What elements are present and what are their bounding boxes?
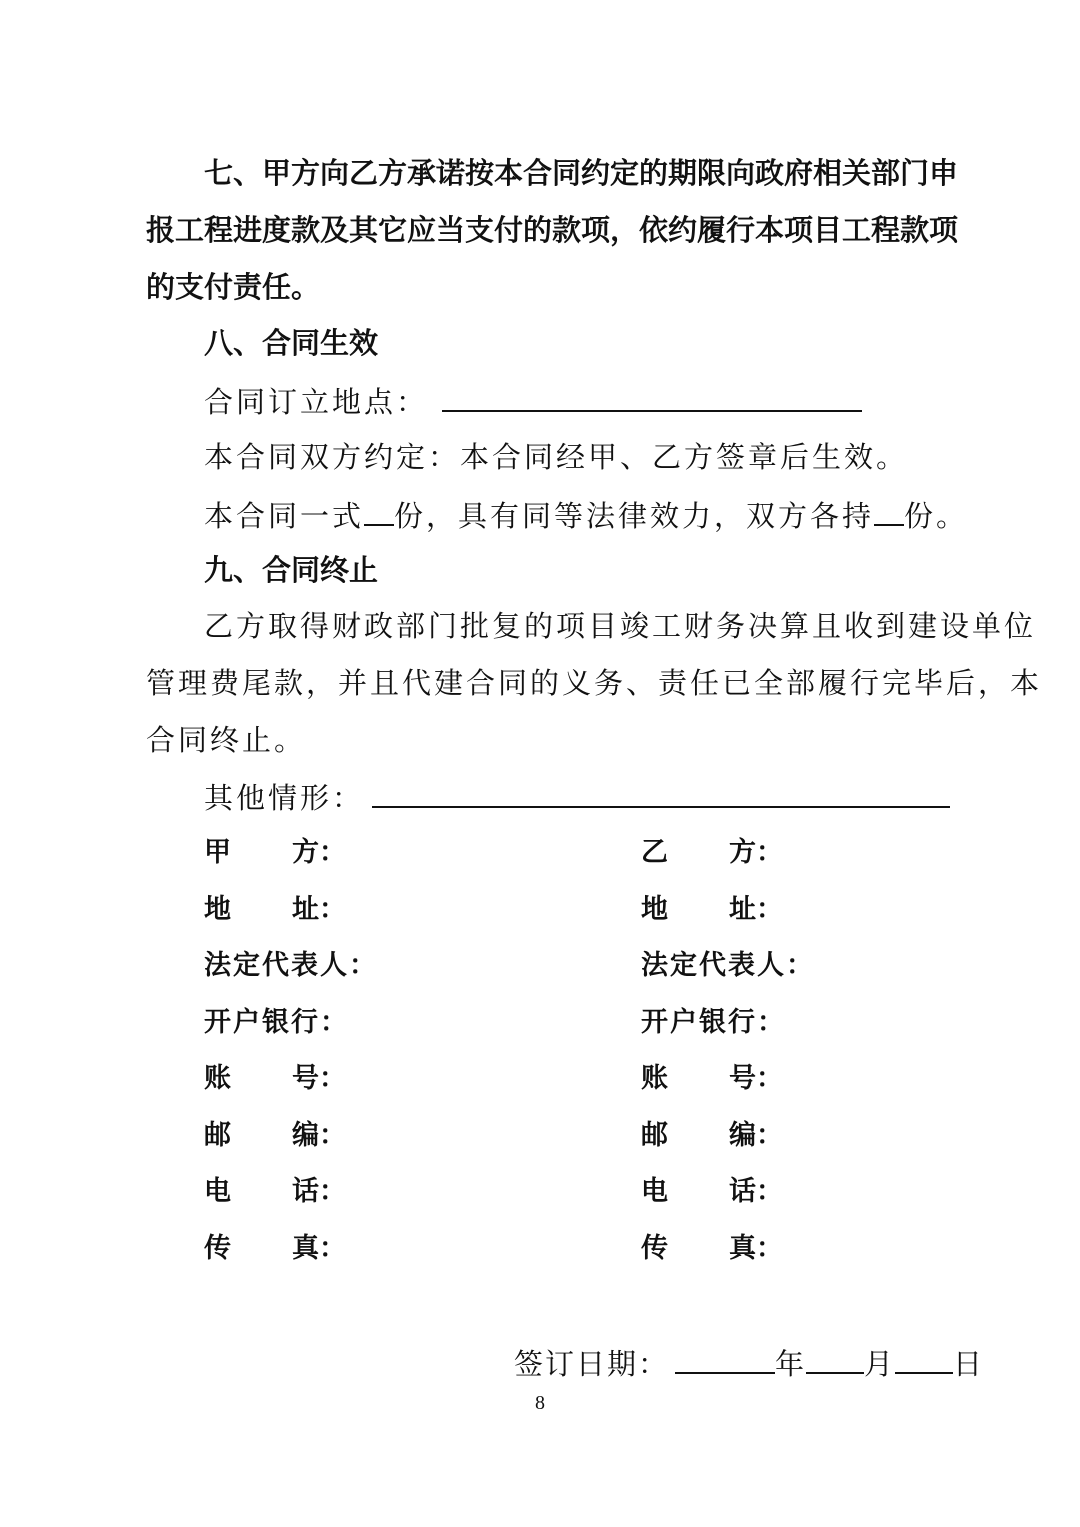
party-a-bank: 开户银行：	[204, 1007, 349, 1038]
section9-heading: 九、合同终止	[204, 553, 379, 587]
party-b-address: 地 址：	[641, 894, 783, 925]
copies-text-c: 份。	[904, 499, 969, 533]
contract-copies-row	[204, 494, 968, 536]
party-b-legal-rep: 法定代表人：	[641, 950, 815, 981]
signing-year-label: 年	[775, 1347, 807, 1381]
other-circumstances-blank[interactable]	[372, 776, 950, 808]
signing-date-label: 签订日期：	[514, 1347, 670, 1381]
section7-line2: 报工程进度款及其它应当支付的款项，依约履行本项目工程款项	[146, 213, 959, 247]
signing-day-label: 日	[953, 1347, 985, 1381]
other-circumstances-row	[204, 776, 950, 818]
party-b-bank: 开户银行：	[641, 1007, 786, 1038]
section9-line2: 管理费尾款，并且代建合同的义务、责任已全部履行完毕后，本	[146, 666, 1043, 700]
signing-day-blank[interactable]	[895, 1342, 953, 1374]
copies-total-blank[interactable]	[364, 494, 394, 526]
signing-month-blank[interactable]	[806, 1342, 864, 1374]
copies-each-blank[interactable]	[874, 494, 904, 526]
party-a-phone: 电 话：	[204, 1176, 346, 1207]
contract-place-label: 合同订立地点：	[204, 385, 429, 419]
other-circumstances-label: 其他情形：	[204, 781, 365, 815]
section7-line3: 的支付责任。	[146, 270, 321, 304]
party-a-name: 甲 方：	[204, 837, 346, 868]
section9-line3: 合同终止。	[146, 723, 307, 757]
party-a-account: 账 号：	[204, 1063, 346, 1094]
copies-text-a: 本合同一式	[204, 499, 365, 533]
copies-text-b: 份，具有同等法律效力，双方各持	[394, 499, 875, 533]
section8-heading: 八、合同生效	[204, 326, 379, 360]
signing-month-label: 月	[864, 1347, 896, 1381]
signing-date-row	[514, 1342, 984, 1384]
party-b-postcode: 邮 编：	[641, 1120, 783, 1151]
party-a-postcode: 邮 编：	[204, 1120, 346, 1151]
party-a-fax: 传 真：	[204, 1233, 346, 1264]
signing-year-blank[interactable]	[675, 1342, 775, 1374]
contract-place-row	[204, 380, 862, 422]
section9-line1: 乙方取得财政部门批复的项目竣工财务决算且收到建设单位	[204, 609, 1037, 643]
page-number: 8	[535, 1392, 545, 1414]
party-b-phone: 电 话：	[641, 1176, 783, 1207]
party-b-fax: 传 真：	[641, 1233, 783, 1264]
contract-place-blank[interactable]	[442, 380, 862, 412]
party-a-legal-rep: 法定代表人：	[204, 950, 378, 981]
section7-line1: 七、甲方向乙方承诺按本合同约定的期限向政府相关部门申	[204, 156, 959, 190]
party-a-address: 地 址：	[204, 894, 346, 925]
party-b-name: 乙 方：	[641, 837, 783, 868]
contract-effect-text: 本合同双方约定：本合同经甲、乙方签章后生效。	[204, 440, 909, 474]
party-b-account: 账 号：	[641, 1063, 783, 1094]
